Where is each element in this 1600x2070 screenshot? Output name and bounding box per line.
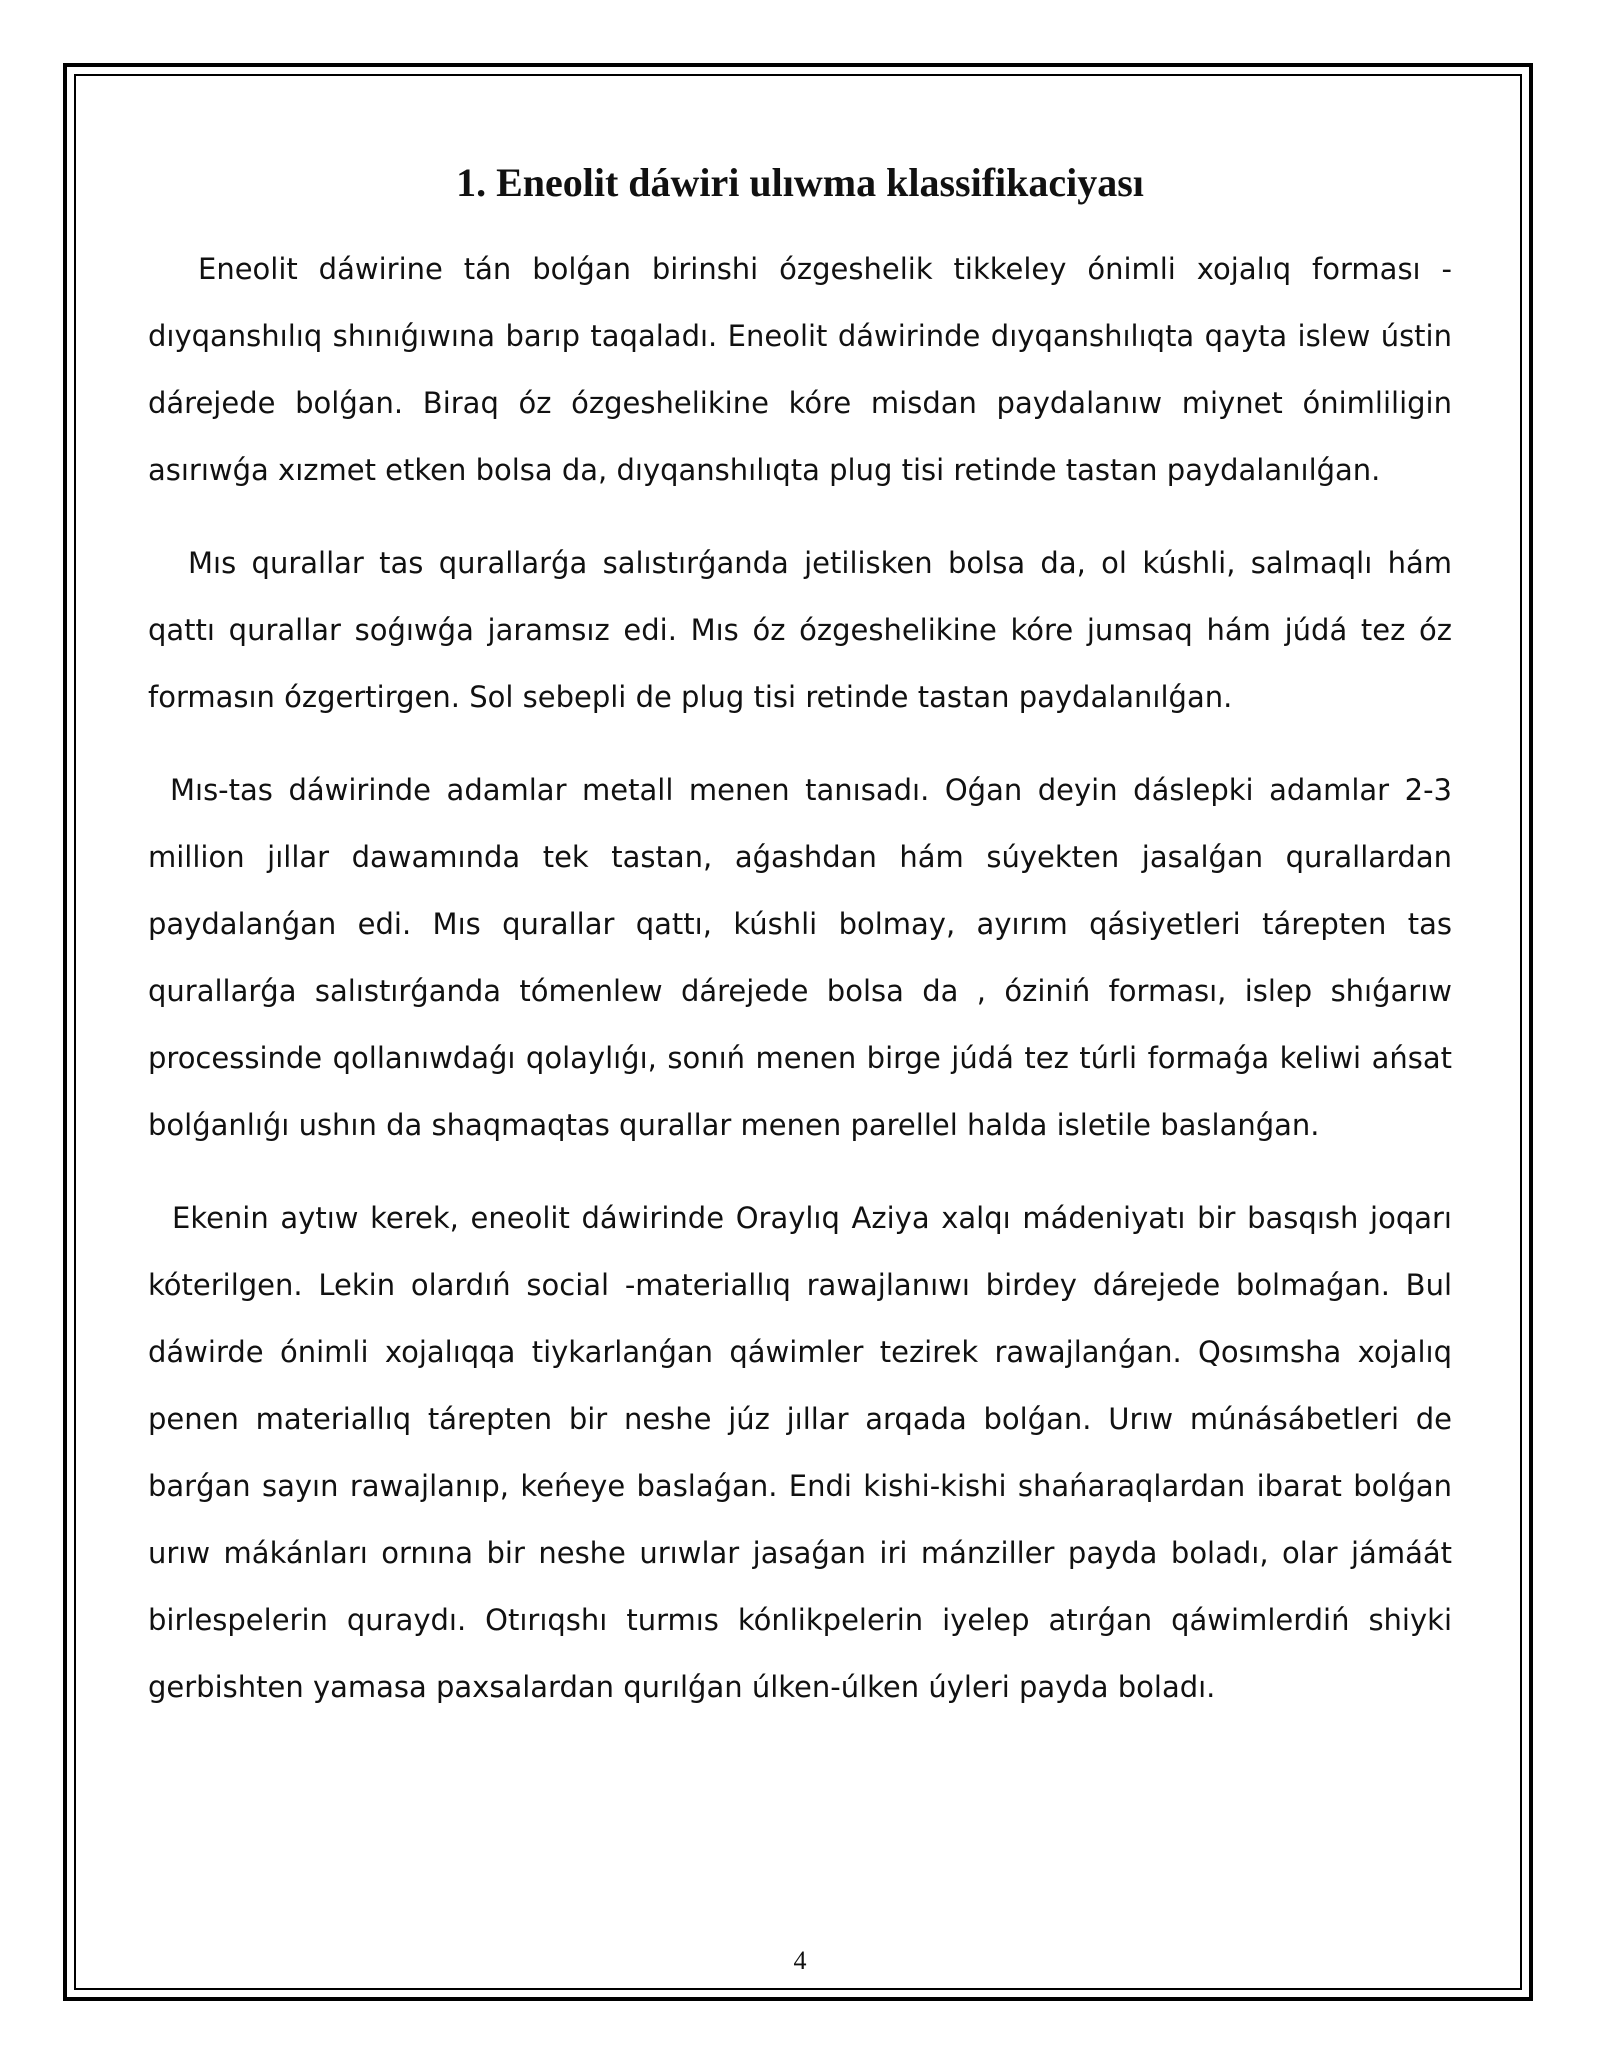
paragraph-4: Ekenin aytıw kerek, eneolit dáwirinde Oraylıq Aziya xalqı mádeniyatı bir basqısh joqarı kóterilgen. Lekin olardıń social -materiallıq rawajlanıwı birdey dárejede bolmaǵan. Bul dáwirde ónimli xojalıqqa tiykarlanǵan qáwimler tezirek rawajlanǵan. Qosımsha xojalıq penen materiallıq tárepten bir neshe júz jıllar arqada bolǵan. Urıw múnásábetleri de barǵan sayın rawajlanıp, keńeye baslaǵan. Endi kishi-kishi shańaraqlardan ibarat bolǵan urıw mákánları ornına bir neshe urıwlar jasaǵan iri mánziller payda boladı, olar jámáát birlespelerin quraydı. Otırıqshı turmıs kónlikpelerin iyelep atırǵan qáwimlerdiń shiyki gerbishten yamasa paxsalardan qurılǵan úlken-úlken úyleri payda boladı. [148,1201,1452,1704]
paragraph-2: Mıs qurallar tas qurallarǵa salıstırǵanda jetilisken bolsa da, ol kúshli, salmaqlı hám qattı qurallar soǵıwǵa jaramsız edi. Mıs óz ózgeshelikine kóre jumsaq hám júdá tez óz formasın ózgertirgen. Sol sebepli de plug tisi retinde tastan paydalanılǵan. [148,546,1452,714]
paragraph-1: Eneolit dáwirine tán bolǵan birinshi ózgeshelik tikkeley ónimli xojalıq forması - dıyqanshılıq shınıǵıwına barıp taqaladı. Eneolit dáwirinde dıyqanshılıqta qayta islew ústin dárejede bolǵan. Biraq óz ózgeshelikine kóre misdan paydalanıw miynet ónimliligin asırıwǵa xızmet etken bolsa da, dıyqanshılıqta plug tisi retinde tastan paydalanılǵan. [148,252,1452,487]
paragraph-3: Mıs-tas dáwirinde adamlar metall menen tanısadı. Oǵan deyin dáslepki adamlar 2-3 million jıllar dawamında tek tastan, aǵashdan hám súyekten jasalǵan qurallardan paydalanǵan edi. Mıs qurallar qattı, kúshli bolmay, ayırım qásiyetleri tárepten tas qurallarǵa salıstırǵanda tómenlew dárejede bolsa da , óziniń forması, islep shıǵarıw processinde qollanıwdaǵı qolaylıǵı, sonıń menen birge júdá tez túrli formaǵa keliwi ańsat bolǵanlıǵı ushın da shaqmaqtas qurallar menen parellel halda isletile baslanǵan. [148,773,1452,1142]
page-number: 4 [793,1946,807,1975]
document-heading: 1. Eneolit dáwiri ulıwma klassifikaciyası [456,160,1144,205]
document-body [148,150,1452,1747]
